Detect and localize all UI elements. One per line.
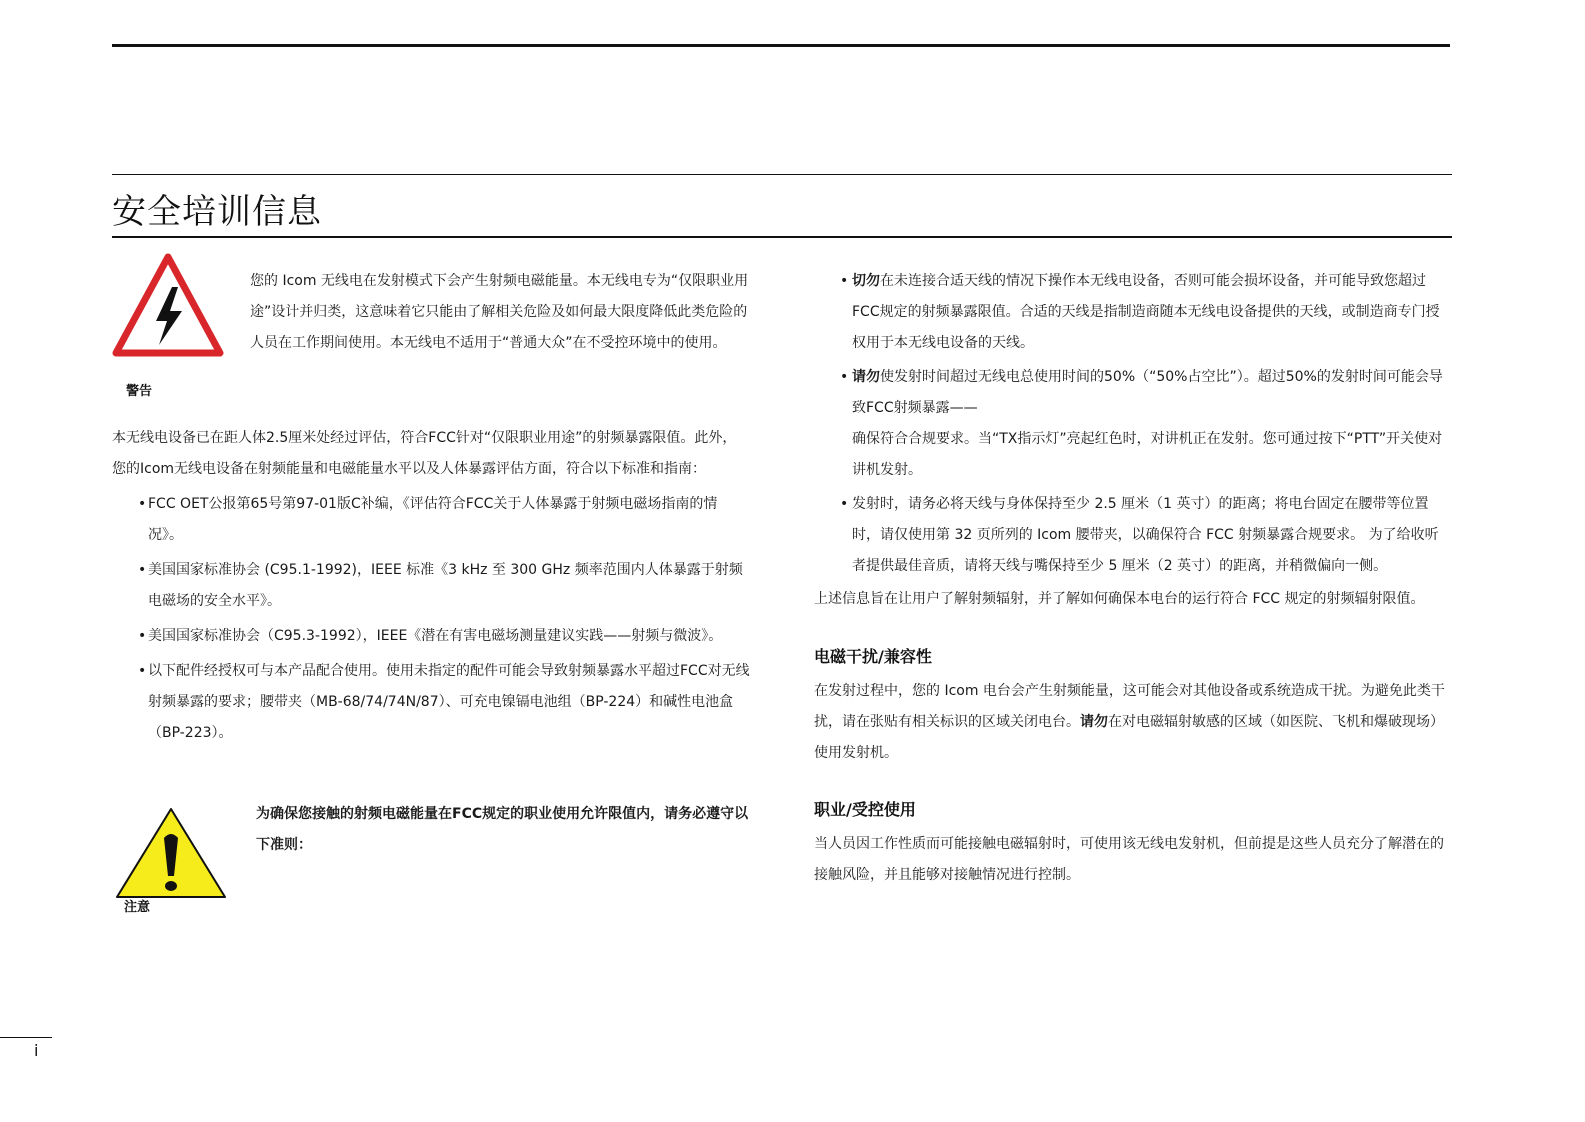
high-voltage-warning-icon <box>112 253 224 357</box>
guideline-text: 使发射时间超过无线电总使用时间的50%（“50%占空比”）。超过50%的发射时间可能会导致FCC射频暴露—— <box>852 369 1443 416</box>
caution-label: 注意 <box>124 900 151 915</box>
occupational-heading: 职业/受控使用 <box>814 800 916 819</box>
emphasis-text: 切勿 <box>852 273 880 289</box>
list-item: • FCC OET公报第65号第97-01版C补编，《评估符合FCC关于人体暴露于射频电磁场指南的情况》。 <box>138 489 750 551</box>
list-item: • 美国国家标准协会 (C95.1-1992)，IEEE 标准《3 kHz 至 300 GHz 频率范围内人体暴露于射频电磁场的安全水平》。 <box>138 555 750 617</box>
emi-heading: 电磁干扰/兼容性 <box>814 647 932 666</box>
emphasis-text: 请勿 <box>1080 714 1108 730</box>
guideline-continuation: 确保符合合规要求。当“TX指示灯”亮起红色时，对讲机正在发射。您可通过按下“PTT”开关使对讲机发射。 <box>852 431 1443 478</box>
emi-text-a: 在发射过程中，您的 Icom 电台会产生射频能量，这可能会对其他设备或系统造成干扰。为避免此类干扰，请在张贴有相关标识的区域关闭电台。 <box>814 683 1445 730</box>
standards-list <box>138 489 750 753</box>
warning-label: 警告 <box>126 384 153 399</box>
summary-text: 上述信息旨在让用户了解射频辐射，并了解如何确保本电台的运行符合 FCC 规定的射频辐射限值。 <box>814 591 1425 607</box>
list-item <box>840 362 1452 486</box>
emphasis-text: 请勿 <box>852 369 880 385</box>
warning-intro-text: 您的 Icom 无线电在发射模式下会产生射频电磁能量。本无线电专为“仅限职业用途”设计并归类，这意味着它只能由了解相关危险及如何最大限度降低此类危险的人员在工作期间使用。本无线电不适用于“普通大众”在不受控环境中的使用。 <box>250 273 749 351</box>
emi-text-b: 在对电磁辐射敏感的区域（如医院、飞机和爆破现场）使用发射机。 <box>814 714 1444 761</box>
top-rule <box>112 44 1450 47</box>
exclamation-caution-icon <box>114 806 228 900</box>
guidelines-list <box>840 266 1452 585</box>
evaluation-text: 本无线电设备已在距人体2.5厘米处经过评估，符合FCC针对“仅限职业用途”的射频暴露限值。此外，您的Icom无线电设备在射频能量和电磁能量水平以及人体暴露评估方面，符合以下标准和指南： <box>112 430 737 477</box>
list-item <box>840 489 1452 582</box>
guideline-text: 发射时，请务必将天线与身体保持至少 2.5 厘米（1 英寸）的距离；将电台固定在腰带等位置时，请仅使用第 32 页所列的 Icom 腰带夹，以确保符合 FCC 射频暴露合规要求。 为了给收听者提供最佳音质，请将天线与嘴保持至少 5 厘米（2 英寸）的距离，并稍微偏向一侧。 <box>852 496 1439 574</box>
page-number: i <box>34 1041 39 1060</box>
title-rule-bottom <box>112 236 1452 238</box>
title-rule-top <box>112 174 1452 175</box>
emi-text <box>814 676 1454 769</box>
page-title: 安全培训信息 <box>112 192 322 232</box>
page-number-rule <box>0 1037 52 1038</box>
guideline-text: 在未连接合适天线的情况下操作本无线电设备，否则可能会损坏设备，并可能导致您超过FCC规定的射频暴露限值。合适的天线是指制造商随本无线电设备提供的天线，或制造商专门授权用于本无线电设备的天线。 <box>852 273 1440 351</box>
caution-text: 为确保您接触的射频电磁能量在FCC规定的职业使用允许限值内，请务必遵守以下准则： <box>256 806 749 853</box>
occupational-text: 当人员因工作性质而可能接触电磁辐射时，可使用该无线电发射机，但前提是这些人员充分了解潜在的接触风险，并且能够对接触情况进行控制。 <box>814 836 1444 883</box>
list-item <box>840 266 1452 359</box>
list-item: • 美国国家标准协会（C95.3-1992），IEEE《潜在有害电磁场测量建议实践——射频与微波》。 <box>138 621 750 652</box>
list-item: • 以下配件经授权可与本产品配合使用。使用未指定的配件可能会导致射频暴露水平超过FCC对无线射频暴露的要求；腰带夹（MB-68/74/74N/87）、可充电镍镉电池组（BP-224）和碱性电池盒（BP-223）。 <box>138 656 750 749</box>
